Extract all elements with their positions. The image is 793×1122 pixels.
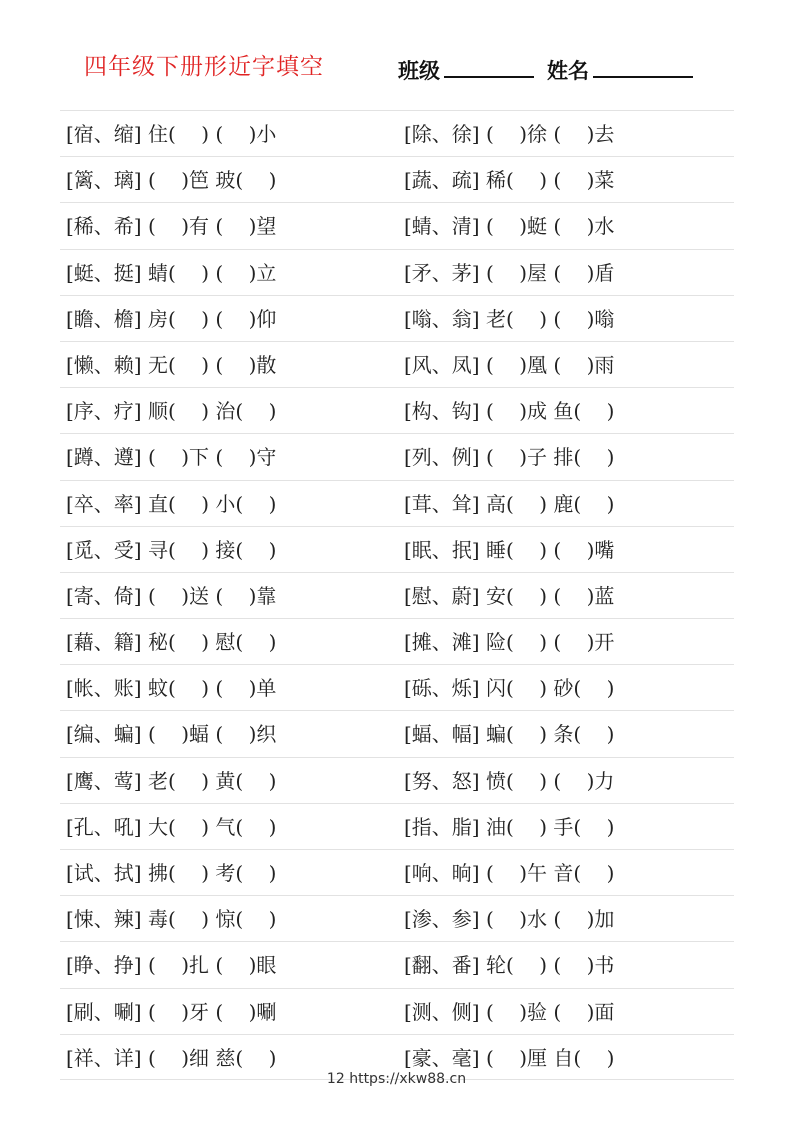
exercise-right: [慰、蔚] 安( ) ( )蓝: [404, 583, 615, 608]
exercise-left: [蹲、遵] ( )下 ( )守: [66, 445, 277, 470]
exercise-row: [60, 941, 734, 987]
exercise-left: [卒、率] 直( ) 小( ): [66, 491, 277, 516]
class-field: [398, 55, 534, 85]
exercise-left: [稀、希] ( )有 ( )望: [66, 214, 277, 239]
exercise-row: [60, 572, 734, 618]
page-title: 四年级下册形近字填空: [84, 54, 324, 80]
exercise-right: [豪、毫] ( )厘 自( ): [404, 1045, 615, 1070]
exercise-row: [60, 387, 734, 433]
exercise-left: [悚、辣] 毒( ) 惊( ): [66, 907, 277, 932]
exercise-left: [篱、璃] ( )笆 玻( ): [66, 168, 277, 193]
exercise-left: [蜓、挺] 蜻( ) ( )立: [66, 260, 277, 285]
exercise-right: [嗡、翁] 老( ) ( )嗡: [404, 306, 615, 331]
exercise-right: [砾、烁] 闪( ) 砂( ): [404, 676, 615, 701]
exercise-row: [60, 110, 734, 156]
exercise-row: [60, 895, 734, 941]
page-number: 12: [326, 1071, 345, 1087]
exercise-right: [响、晌] ( )午 音( ): [404, 861, 615, 885]
exercise-right: [列、例] ( )子 排( ): [404, 445, 615, 470]
exercise-right: [翻、番] 轮( ) ( )书: [404, 953, 615, 978]
exercise-row: [60, 202, 734, 248]
exercise-left: [觅、受] 寻( ) 接( ): [66, 537, 277, 562]
exercise-right: [除、徐] ( )徐 ( )去: [404, 122, 615, 146]
exercise-row: [60, 664, 734, 710]
exercise-left: [懒、赖] 无( ) ( )散: [66, 352, 277, 377]
exercise-left: [序、疗] 顺( ) 治( ): [66, 399, 277, 424]
exercise-left: [刷、唰] ( )牙 ( )唰: [66, 999, 277, 1024]
exercise-row: [60, 156, 734, 202]
exercise-right: [指、脂] 油( ) 手( ): [404, 814, 615, 839]
class-blank-line[interactable]: [444, 56, 534, 78]
exercise-row: [60, 480, 734, 526]
exercise-row: [60, 526, 734, 572]
exercise-left: [编、蝙] ( )蝠 ( )织: [66, 722, 277, 747]
exercise-right: [茸、耸] 高( ) 鹿( ): [404, 491, 615, 516]
exercise-right: [眠、抿] 睡( ) ( )嘴: [404, 537, 615, 562]
exercise-row: [60, 433, 734, 479]
exercise-row: [60, 803, 734, 849]
exercise-left: [试、拭] 拂( ) 考( ): [66, 861, 277, 885]
exercise-right: [测、侧] ( )验 ( )面: [404, 999, 615, 1024]
exercise-right: [摊、滩] 险( ) ( )开: [404, 630, 615, 655]
exercise-right: [蜻、清] ( )蜓 ( )水: [404, 214, 615, 239]
exercise-right: [蔬、疏] 稀( ) ( )菜: [404, 168, 615, 193]
exercise-left: [藉、籍] 秘( ) 慰( ): [66, 630, 277, 655]
exercise-left: [宿、缩] 住( ) ( )小: [66, 122, 277, 146]
exercise-row: [60, 618, 734, 664]
exercise-row: [60, 710, 734, 756]
exercise-right: [渗、参] ( )水 ( )加: [404, 907, 615, 932]
footer-url: https://xkw88.cn: [349, 1071, 467, 1087]
exercise-right: [矛、茅] ( )屋 ( )盾: [404, 260, 615, 285]
exercise-row: [60, 249, 734, 295]
name-label: 姓名: [547, 59, 589, 83]
exercise-left: [睁、挣] ( )扎 ( )眼: [66, 953, 277, 978]
exercise-right: [构、钩] ( )成 鱼( ): [404, 399, 615, 424]
exercise-row: [60, 988, 734, 1034]
exercise-row: [60, 295, 734, 341]
exercise-right: [努、怒] 愤( ) ( )力: [404, 768, 615, 793]
class-label: 班级: [398, 59, 440, 83]
name-blank-line[interactable]: [593, 56, 693, 78]
exercise-left: [寄、倚] ( )送 ( )靠: [66, 583, 277, 608]
exercise-row: [60, 341, 734, 387]
exercise-right: [风、凤] ( )凰 ( )雨: [404, 352, 615, 377]
name-field: [547, 55, 693, 85]
exercise-left: [祥、详] ( )细 慈( ): [66, 1045, 277, 1070]
exercise-row: [60, 757, 734, 803]
exercise-left: [鹰、莺] 老( ) 黄( ): [66, 768, 277, 793]
exercise-left: [帐、账] 蚊( ) ( )单: [66, 676, 277, 701]
exercise-row: [60, 849, 734, 895]
exercise-left: [瞻、檐] 房( ) ( )仰: [66, 306, 277, 331]
exercise-right: [蝠、幅] 蝙( ) 条( ): [404, 722, 615, 747]
exercise-left: [孔、吼] 大( ) 气( ): [66, 814, 277, 839]
exercise-table: [60, 110, 734, 1080]
page-footer: [0, 1071, 793, 1087]
